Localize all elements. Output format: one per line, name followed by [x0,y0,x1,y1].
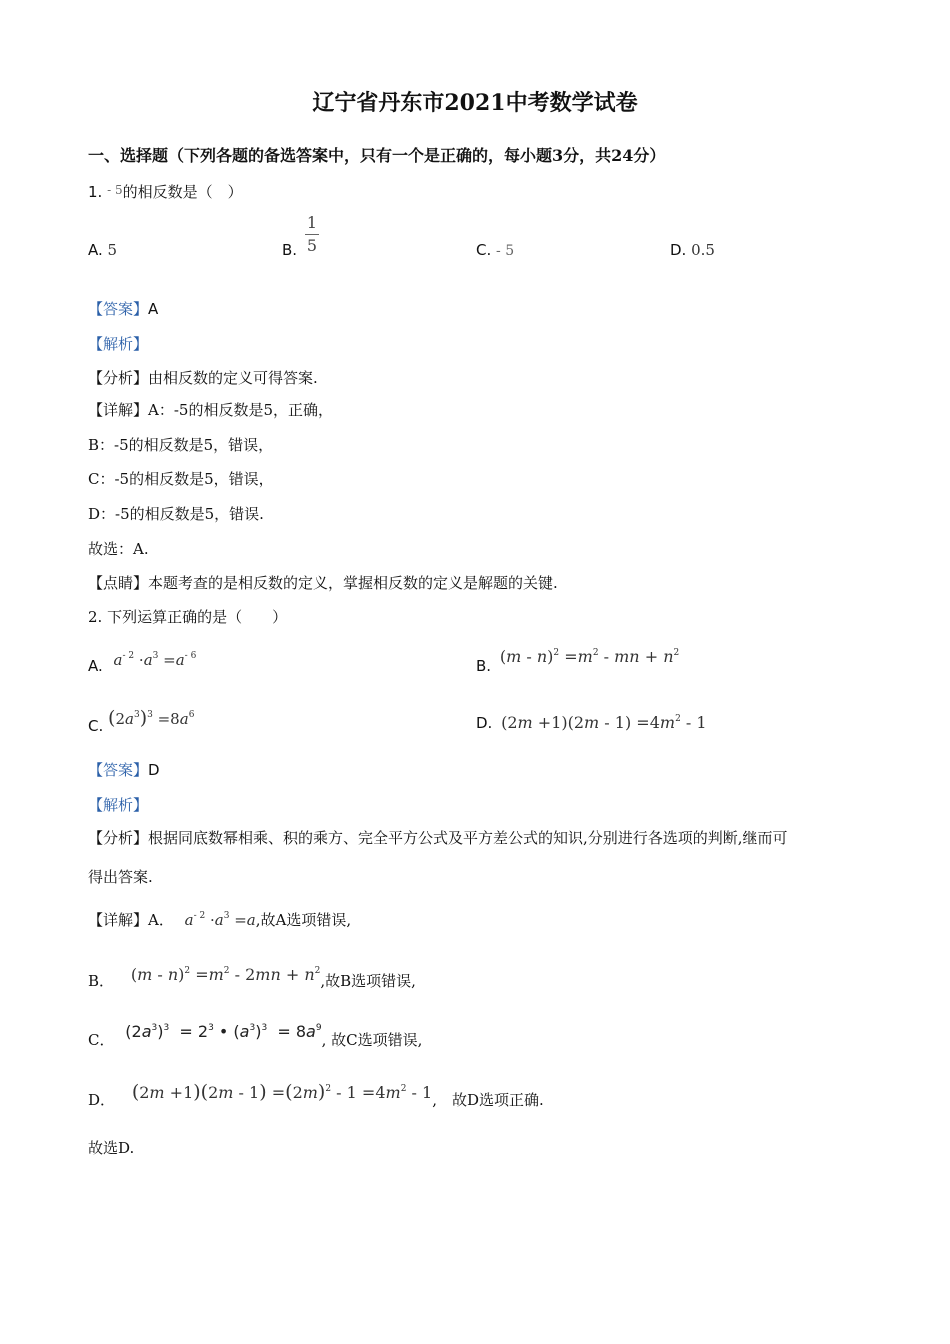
answer-tag: 【答案】 [88,300,149,318]
option-label: C. [88,717,104,735]
option-label: A. [88,657,103,675]
q2-fenxi-line1: 【分析】根据同底数幂相乘、积的乘方、完全平方公式及平方差公式的知识,分别进行各选项的判断,继而可 [88,829,788,847]
answer-tag: 【答案】 [88,761,149,779]
q1-option-d [670,240,715,260]
answer-value: A [148,300,159,318]
q2-answer [88,760,160,780]
q1-fenxi: 【分析】由相反数的定义可得答案. [88,369,318,387]
xiangjie-formula-d: $(2m +1)(2m - 1) =(2m)^2 - 1 =4m^2 - 1$ [131,1081,433,1103]
option-value: 0.5 [691,241,715,259]
option-label: B. [476,657,492,675]
q1-dianjing: 【点睛】本题考查的是相反数的定义，掌握相反数的定义是解题的关键. [88,574,558,592]
xiangjie-formula-b: $(m - n)^2 =m^2 - 2mn + n^2$ [130,965,321,984]
option-formula: $(m - n)^2 =m^2$ - mn + $n^2$ [499,647,680,666]
option-label: D. [476,714,493,732]
q1-line-b: B：-5的相反数是5，错误， [88,436,274,454]
q2-option-d [476,713,707,733]
q2-xiangjie-a [88,910,351,930]
xiangjie-prefix: 【详解】A． [88,911,174,929]
option-label: B. [282,241,298,259]
stem-math: - 5 [107,183,123,197]
q1-option-c [476,240,514,261]
q1-option-b [282,240,297,260]
q1-analysis-tag: 【解析】 [88,335,149,353]
option-formula: $(2a^3)^3 =8a^6$ [108,707,195,729]
option-value: 5 [107,241,118,259]
q1-line-c: C：-5的相反数是5，错误， [88,470,274,488]
q2-analysis-tag: 【解析】 [88,796,149,814]
page-title: 辽宁省丹东市2021中考数学试卷 [312,90,638,116]
question-1-stem [88,180,243,202]
fraction-numerator: 1 [306,213,318,232]
option-label: D. [670,241,687,259]
option-label: A. [88,241,103,259]
xiangjie-label: C． [88,1031,115,1049]
q2-xiangjie-d [88,1081,544,1109]
q2-choose: 故选D. [88,1139,135,1157]
q2-option-b [476,647,680,675]
xiangjie-tail: , 故D选项正确. [432,1091,544,1109]
xiangjie-tail: ,故B选项错误, [320,972,416,990]
q2-option-c [88,707,195,735]
fraction-bar [305,234,319,235]
fraction-denominator: 5 [306,236,318,255]
stem-text: 的相反数是（ ） [122,183,243,201]
xiangjie-tail: , 故C选项错误, [321,1031,423,1049]
q1-line-d: D：-5的相反数是5，错误. [88,505,264,523]
xiangjie-label: D． [88,1091,116,1109]
xiangjie-formula-a: $a^{- 2} \cdot a^3 =a$ [184,911,256,929]
question-number: 1. [88,183,103,201]
section-heading: 一、选择题（下列各题的备选答案中，只有一个是正确的，每小题3分，共24分） [88,146,666,165]
option-label: C. [476,241,492,259]
option-value: - 5 [496,243,515,259]
answer-value: D [148,761,160,779]
q1-choose: 故选：A. [88,540,149,558]
xiangjie-tail: ,故A选项错误, [255,911,352,929]
q2-xiangjie-c [88,1022,423,1049]
q1-answer [88,299,158,319]
xiangjie-formula-c: $(2a^3)^3 = 2^3$ • $(a^3)^3 = 8a^9$ [125,1022,322,1041]
q1-option-a [88,240,117,260]
fraction-one-fifth [305,214,319,255]
option-formula: $(2m +1)(2m - 1) =4m^2 - 1$ [501,713,707,732]
q2-xiangjie-b [88,965,416,990]
q2-fenxi-line2: 得出答案. [88,868,153,886]
xiangjie-label: B． [88,972,115,990]
q1-xiangjie: 【详解】A：-5的相反数是5，正确， [88,401,333,419]
q2-option-a [88,650,197,675]
question-2-stem: 2. 下列运算正确的是（ ） [88,608,288,626]
option-formula: $a^{- 2} \cdot a^3 =a^{- 6}$ [113,651,197,669]
